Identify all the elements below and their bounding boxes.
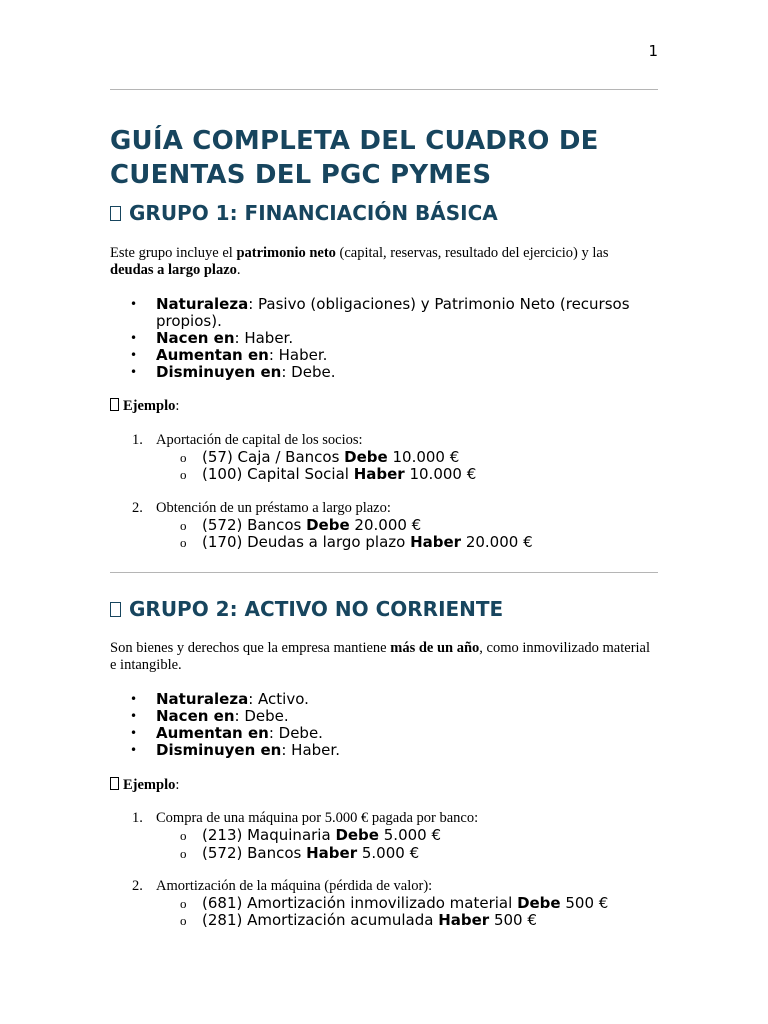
entry-account: (213) Maquinaria: [202, 826, 336, 844]
entry-side: Haber: [353, 465, 405, 483]
property-label: Disminuyen en: [156, 741, 282, 759]
property-label: Naturaleza: [156, 690, 249, 708]
group-2-example-1: [132, 810, 652, 827]
journal-entry: [180, 534, 660, 551]
list-item: [130, 742, 660, 759]
entry-side: Haber: [306, 844, 358, 862]
entry-amount: 5.000 €: [378, 826, 442, 844]
journal-entry: [180, 827, 660, 844]
entry-account: (170) Deudas a largo plazo: [202, 533, 411, 551]
list-item: [130, 330, 660, 347]
intro-text: (capital, reservas, resultado del ejercicio) y las: [335, 245, 609, 261]
property-label: Aumentan en: [156, 724, 269, 742]
entry-amount: 5.000 €: [357, 844, 420, 862]
entry-amount: 20.000 €: [461, 533, 533, 551]
property-value: : Activo.: [248, 690, 309, 708]
section-divider: [110, 572, 658, 573]
group-2-intro: [110, 640, 655, 674]
group-1-example-1: [132, 432, 652, 449]
entry-account: (681) Amortización inmovilizado material: [202, 894, 518, 912]
sub-bullet: o: [180, 467, 187, 482]
group-1-heading: [110, 200, 498, 226]
bullet-dot: •: [130, 709, 138, 723]
bullet-dot: •: [130, 692, 138, 706]
sub-bullet: o: [180, 518, 187, 533]
entry-account: (281) Amortización acumulada: [202, 911, 439, 929]
example-number: 2.: [132, 878, 143, 894]
property-value: : Haber.: [268, 346, 328, 364]
intro-text: Este grupo incluye el: [110, 245, 237, 261]
sub-bullet: o: [180, 828, 187, 843]
journal-entry: [180, 517, 660, 534]
journal-entry: [180, 845, 660, 862]
example-number: 1.: [132, 810, 143, 826]
group-2-example-label: [110, 777, 179, 794]
bullet-dot: •: [130, 297, 138, 311]
bullet-dot: •: [130, 743, 138, 757]
entry-amount: 500 €: [560, 894, 609, 912]
intro-text: Son bienes y derechos que la empresa mantiene: [110, 640, 391, 656]
journal-entry: [180, 449, 660, 466]
list-item: [130, 708, 660, 725]
emoji-placeholder-icon: [110, 206, 121, 221]
example-number: 1.: [132, 432, 143, 448]
list-item: [130, 364, 660, 381]
intro-bold: más de un año: [390, 640, 480, 656]
entry-amount: 10.000 €: [404, 465, 477, 483]
entry-account: (572) Bancos: [202, 844, 307, 862]
property-value: : Haber.: [234, 329, 294, 347]
document-title: GUÍA COMPLETA DEL CUADRO DE CUENTAS DEL PGC PYMES: [110, 126, 599, 190]
property-value: : Debe.: [268, 724, 323, 742]
entry-side: Haber: [438, 911, 490, 929]
example-label-text: Ejemplo: [123, 777, 176, 793]
bullet-dot: •: [130, 365, 138, 379]
sub-bullet: o: [180, 913, 187, 928]
list-item: [130, 296, 660, 330]
property-value: : Haber.: [281, 741, 340, 759]
emoji-placeholder-icon: [110, 777, 119, 790]
property-label: Nacen en: [156, 707, 235, 725]
entry-amount: 500 €: [489, 911, 537, 929]
journal-entry: [180, 912, 660, 929]
journal-entry: [180, 895, 660, 912]
example-text: Aportación de capital de los socios:: [156, 432, 363, 448]
journal-entry: [180, 466, 660, 483]
bullet-dot: •: [130, 331, 138, 345]
example-label-colon: :: [175, 777, 180, 793]
group-1-properties-list: [130, 296, 660, 381]
intro-bold: patrimonio neto: [236, 245, 336, 261]
entry-side: Debe: [517, 894, 561, 912]
property-value: : Debe.: [234, 707, 289, 725]
group-1-intro: [110, 245, 655, 279]
property-value: : Pasivo (obligaciones) y Patrimonio Neto (recursos propios).: [156, 295, 630, 330]
bullet-dot: •: [130, 726, 138, 740]
bullet-dot: •: [130, 348, 138, 362]
property-label: Aumentan en: [156, 346, 269, 364]
sub-bullet: o: [180, 535, 187, 550]
group-1-example-2: [132, 500, 652, 517]
entry-side: Debe: [335, 826, 379, 844]
intro-text: , como inmovilizado material e intangible.: [110, 640, 651, 673]
entry-account: (57) Caja / Bancos: [202, 448, 345, 466]
entry-amount: 10.000 €: [387, 448, 460, 466]
group-1-heading-text: GRUPO 1: FINANCIACIÓN BÁSICA: [129, 201, 498, 225]
entry-side: Debe: [344, 448, 388, 466]
entry-account: (100) Capital Social: [202, 465, 354, 483]
group-2-example-2: [132, 878, 652, 895]
group-2-heading-text: GRUPO 2: ACTIVO NO CORRIENTE: [129, 597, 504, 621]
entry-amount: 20.000 €: [349, 516, 422, 534]
example-label-text: Ejemplo: [123, 398, 176, 414]
entry-side: Debe: [306, 516, 350, 534]
property-label: Disminuyen en: [156, 363, 282, 381]
property-label: Naturaleza: [156, 295, 249, 313]
property-value: : Debe.: [281, 363, 336, 381]
entry-side: Haber: [410, 533, 462, 551]
emoji-placeholder-icon: [110, 602, 121, 617]
group-2-properties-list: [130, 691, 660, 759]
example-text: Obtención de un préstamo a largo plazo:: [156, 500, 391, 516]
page-number: 1: [648, 42, 658, 60]
sub-bullet: o: [180, 896, 187, 911]
intro-bold: deudas a largo plazo: [110, 262, 237, 278]
header-divider: [110, 89, 658, 90]
intro-text: .: [236, 262, 241, 278]
entry-account: (572) Bancos: [202, 516, 307, 534]
example-number: 2.: [132, 500, 143, 516]
sub-bullet: o: [180, 450, 187, 465]
example-text: Amortización de la máquina (pérdida de valor):: [156, 878, 433, 894]
list-item: [130, 347, 660, 364]
group-2-heading: [110, 596, 503, 622]
group-1-example-label: [110, 398, 179, 415]
list-item: [130, 691, 660, 708]
sub-bullet: o: [180, 846, 187, 861]
list-item: [130, 725, 660, 742]
example-label-colon: :: [175, 398, 180, 414]
property-label: Nacen en: [156, 329, 235, 347]
emoji-placeholder-icon: [110, 398, 119, 411]
example-text: Compra de una máquina por 5.000 € pagada por banco:: [156, 810, 479, 826]
